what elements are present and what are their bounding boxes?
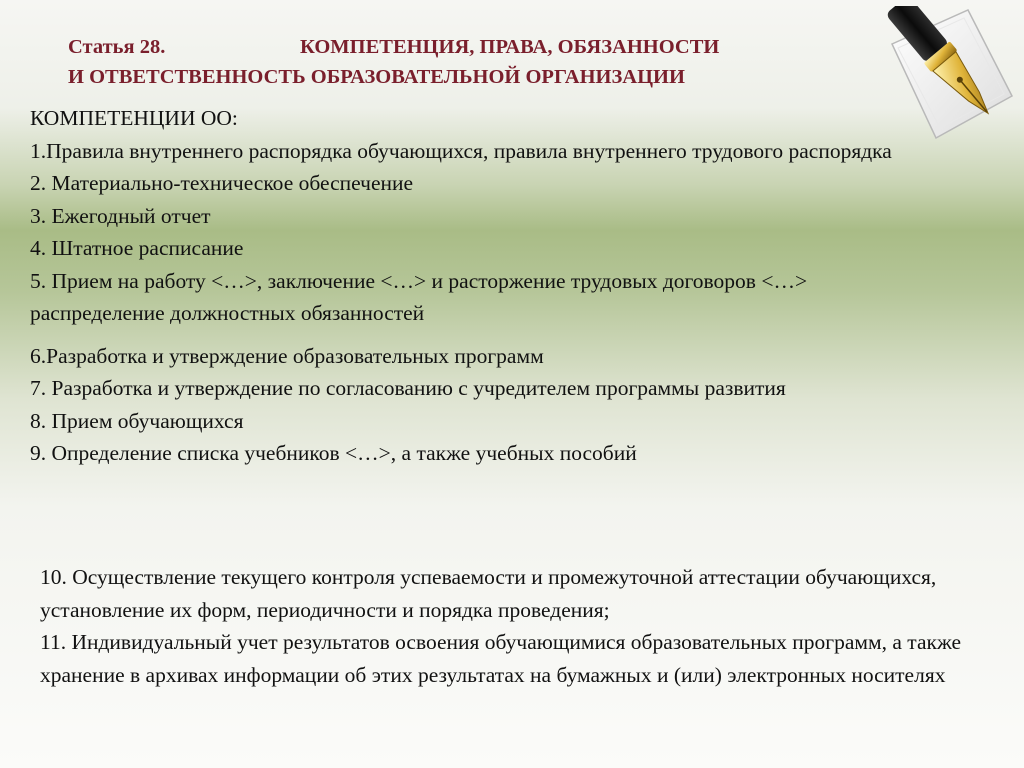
slide-title: [68, 32, 868, 92]
list-item: 8. Прием обучающихся: [30, 408, 244, 433]
competencies-list: [30, 102, 930, 470]
article-number: Статья 28.: [68, 36, 166, 58]
list-item: 6.Разработка и утверждение образовательных программ: [30, 343, 544, 368]
list-item: 2. Материально-техническое обеспечение: [30, 171, 414, 195]
list-item: 7. Разработка и утверждение по согласованию с учредителем программы развития: [30, 376, 786, 400]
list-item: 3. Ежегодный отчет: [30, 203, 211, 228]
competencies-list-continued: [40, 561, 1000, 691]
title-line-1-text: КОМПЕТЕНЦИЯ, ПРАВА, ОБЯЗАННОСТИ: [300, 36, 720, 58]
list-item: 10. Осуществление текущего контроля успеваемости и промежуточной аттестации обучающихся, установление их форм, периодичности и порядка проведения;: [40, 565, 937, 622]
list-heading: КОМПЕТЕНЦИИ ОО:: [30, 106, 238, 130]
list-item: 9. Определение списка учебников <…>, а также учебных пособий: [30, 441, 637, 465]
title-line-1: [68, 32, 868, 62]
list-item: 5. Прием на работу <…>, заключение <…> и расторжение трудовых договоров <…> распределение должностных обязанностей: [30, 268, 808, 325]
list-item: 4. Штатное расписание: [30, 236, 244, 260]
list-item: 1.Правила внутреннего распорядка обучающихся, правила внутреннего трудового распорядка: [30, 138, 892, 163]
title-line-2: И ОТВЕТСТВЕННОСТЬ ОБРАЗОВАТЕЛЬНОЙ ОРГАНИЗАЦИИ: [68, 66, 685, 88]
list-item: 11. Индивидуальный учет результатов освоения обучающимися образовательных программ, а также хранение в архивах информации об этих результатах на бумажных и (или) электронных носителях: [40, 630, 962, 687]
